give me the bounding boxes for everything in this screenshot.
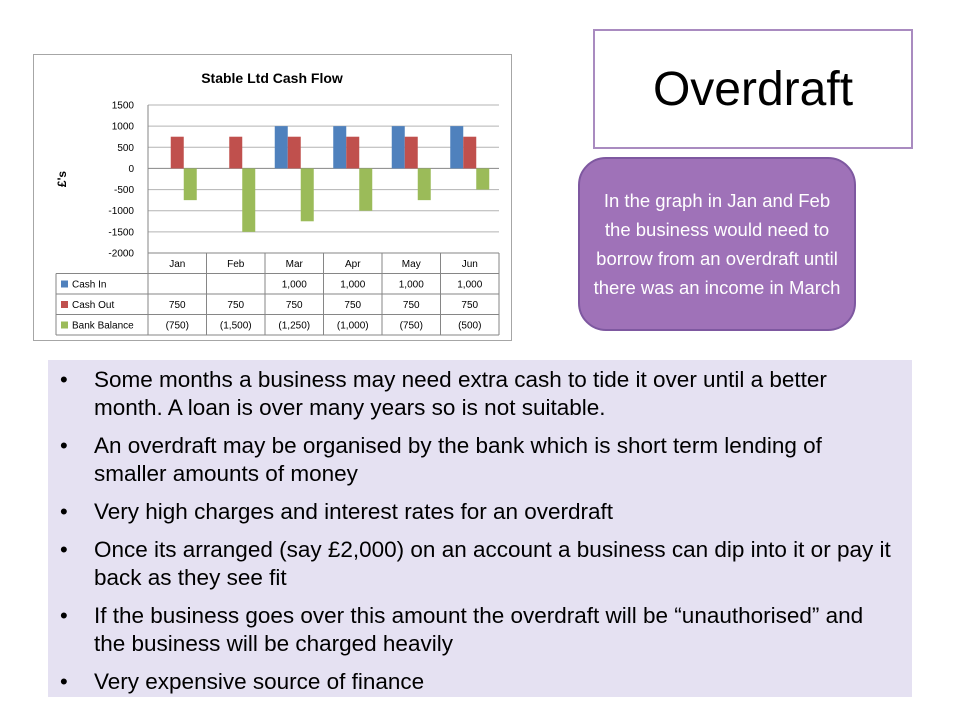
data-label: (1,500) bbox=[219, 320, 252, 332]
slide-title: Overdraft bbox=[652, 62, 854, 116]
x-tick-label: Jan bbox=[169, 259, 186, 270]
data-label: 1,000 bbox=[457, 279, 483, 291]
y-tick-label: -1000 bbox=[108, 206, 134, 218]
bullet-item: • Very expensive source of finance bbox=[94, 668, 892, 696]
legend-swatch bbox=[61, 322, 68, 329]
bar-bank-balance bbox=[476, 168, 489, 189]
bullet-panel bbox=[48, 360, 912, 697]
cash-flow-chart bbox=[33, 54, 512, 341]
y-tick-label: -500 bbox=[113, 185, 134, 197]
bullet-item: • Some months a business may need extra cash to tide it over until a better month. A loan is over many years so is not suitable. bbox=[94, 366, 892, 422]
bullet-item: • If the business goes over this amount the overdraft will be “unauthorised” and the business will be charged heavily bbox=[94, 602, 892, 658]
bar-bank-balance bbox=[301, 168, 314, 221]
data-label: (750) bbox=[165, 320, 189, 332]
x-tick-label: Apr bbox=[344, 259, 361, 270]
legend-label: Bank Balance bbox=[72, 320, 134, 332]
x-tick-label: May bbox=[401, 259, 421, 270]
x-tick-label: Jun bbox=[461, 259, 478, 270]
legend-label: Cash Out bbox=[72, 300, 115, 311]
y-tick-label: 1000 bbox=[111, 121, 134, 133]
data-label: 750 bbox=[168, 300, 186, 311]
bullet-list bbox=[94, 366, 892, 696]
data-label: 750 bbox=[227, 300, 245, 311]
chart-title: Stable Ltd Cash Flow bbox=[201, 70, 343, 86]
legend-swatch bbox=[61, 301, 68, 308]
data-label: 750 bbox=[402, 300, 420, 311]
bar-cash-out bbox=[463, 137, 476, 169]
bar-bank-balance bbox=[184, 168, 197, 200]
bar-cash-in bbox=[275, 126, 288, 168]
y-tick-label: -1500 bbox=[108, 227, 134, 239]
data-label: 750 bbox=[285, 300, 303, 311]
data-label: 1,000 bbox=[340, 279, 366, 291]
y-tick-label: 500 bbox=[117, 142, 134, 154]
bar-bank-balance bbox=[418, 168, 431, 200]
bar-cash-out bbox=[346, 137, 359, 169]
callout-text: In the graph in Jan and Feb the business would need to borrow from an overdraft until there was an income in March bbox=[593, 190, 841, 298]
chart-svg bbox=[34, 55, 511, 340]
y-tick-label: -2000 bbox=[108, 248, 134, 260]
data-label: (1,000) bbox=[336, 320, 369, 332]
bullet-item: • Once its arranged (say £2,000) on an account a business can dip into it or pay it back as they see fit bbox=[94, 536, 892, 592]
data-label: (500) bbox=[458, 320, 482, 332]
y-axis-label: £'s bbox=[55, 170, 69, 188]
bar-cash-in bbox=[392, 126, 405, 168]
x-tick-label: Feb bbox=[227, 259, 245, 270]
callout-box bbox=[578, 157, 856, 331]
bullet-item: • Very high charges and interest rates for an overdraft bbox=[94, 498, 892, 526]
y-tick-label: 1500 bbox=[111, 100, 134, 112]
y-tick-label: 0 bbox=[128, 163, 134, 175]
data-label: 1,000 bbox=[281, 279, 307, 291]
bullet-item: • An overdraft may be organised by the bank which is short term lending of smaller amounts of money bbox=[94, 432, 892, 488]
bar-cash-in bbox=[333, 126, 346, 168]
legend-label: Cash In bbox=[72, 279, 107, 291]
bar-bank-balance bbox=[242, 168, 255, 231]
slide-title-box bbox=[593, 29, 913, 149]
data-label: 1,000 bbox=[398, 279, 424, 291]
legend-swatch bbox=[61, 281, 68, 288]
data-label: 750 bbox=[344, 300, 362, 311]
bar-cash-out bbox=[405, 137, 418, 169]
bar-cash-out bbox=[171, 137, 184, 169]
data-label: (750) bbox=[399, 320, 423, 332]
bar-cash-out bbox=[288, 137, 301, 169]
bar-cash-in bbox=[450, 126, 463, 168]
data-label: (1,250) bbox=[278, 320, 311, 332]
bar-bank-balance bbox=[359, 168, 372, 210]
bar-cash-out bbox=[229, 137, 242, 169]
data-label: 750 bbox=[461, 300, 479, 311]
x-tick-label: Mar bbox=[285, 259, 303, 270]
